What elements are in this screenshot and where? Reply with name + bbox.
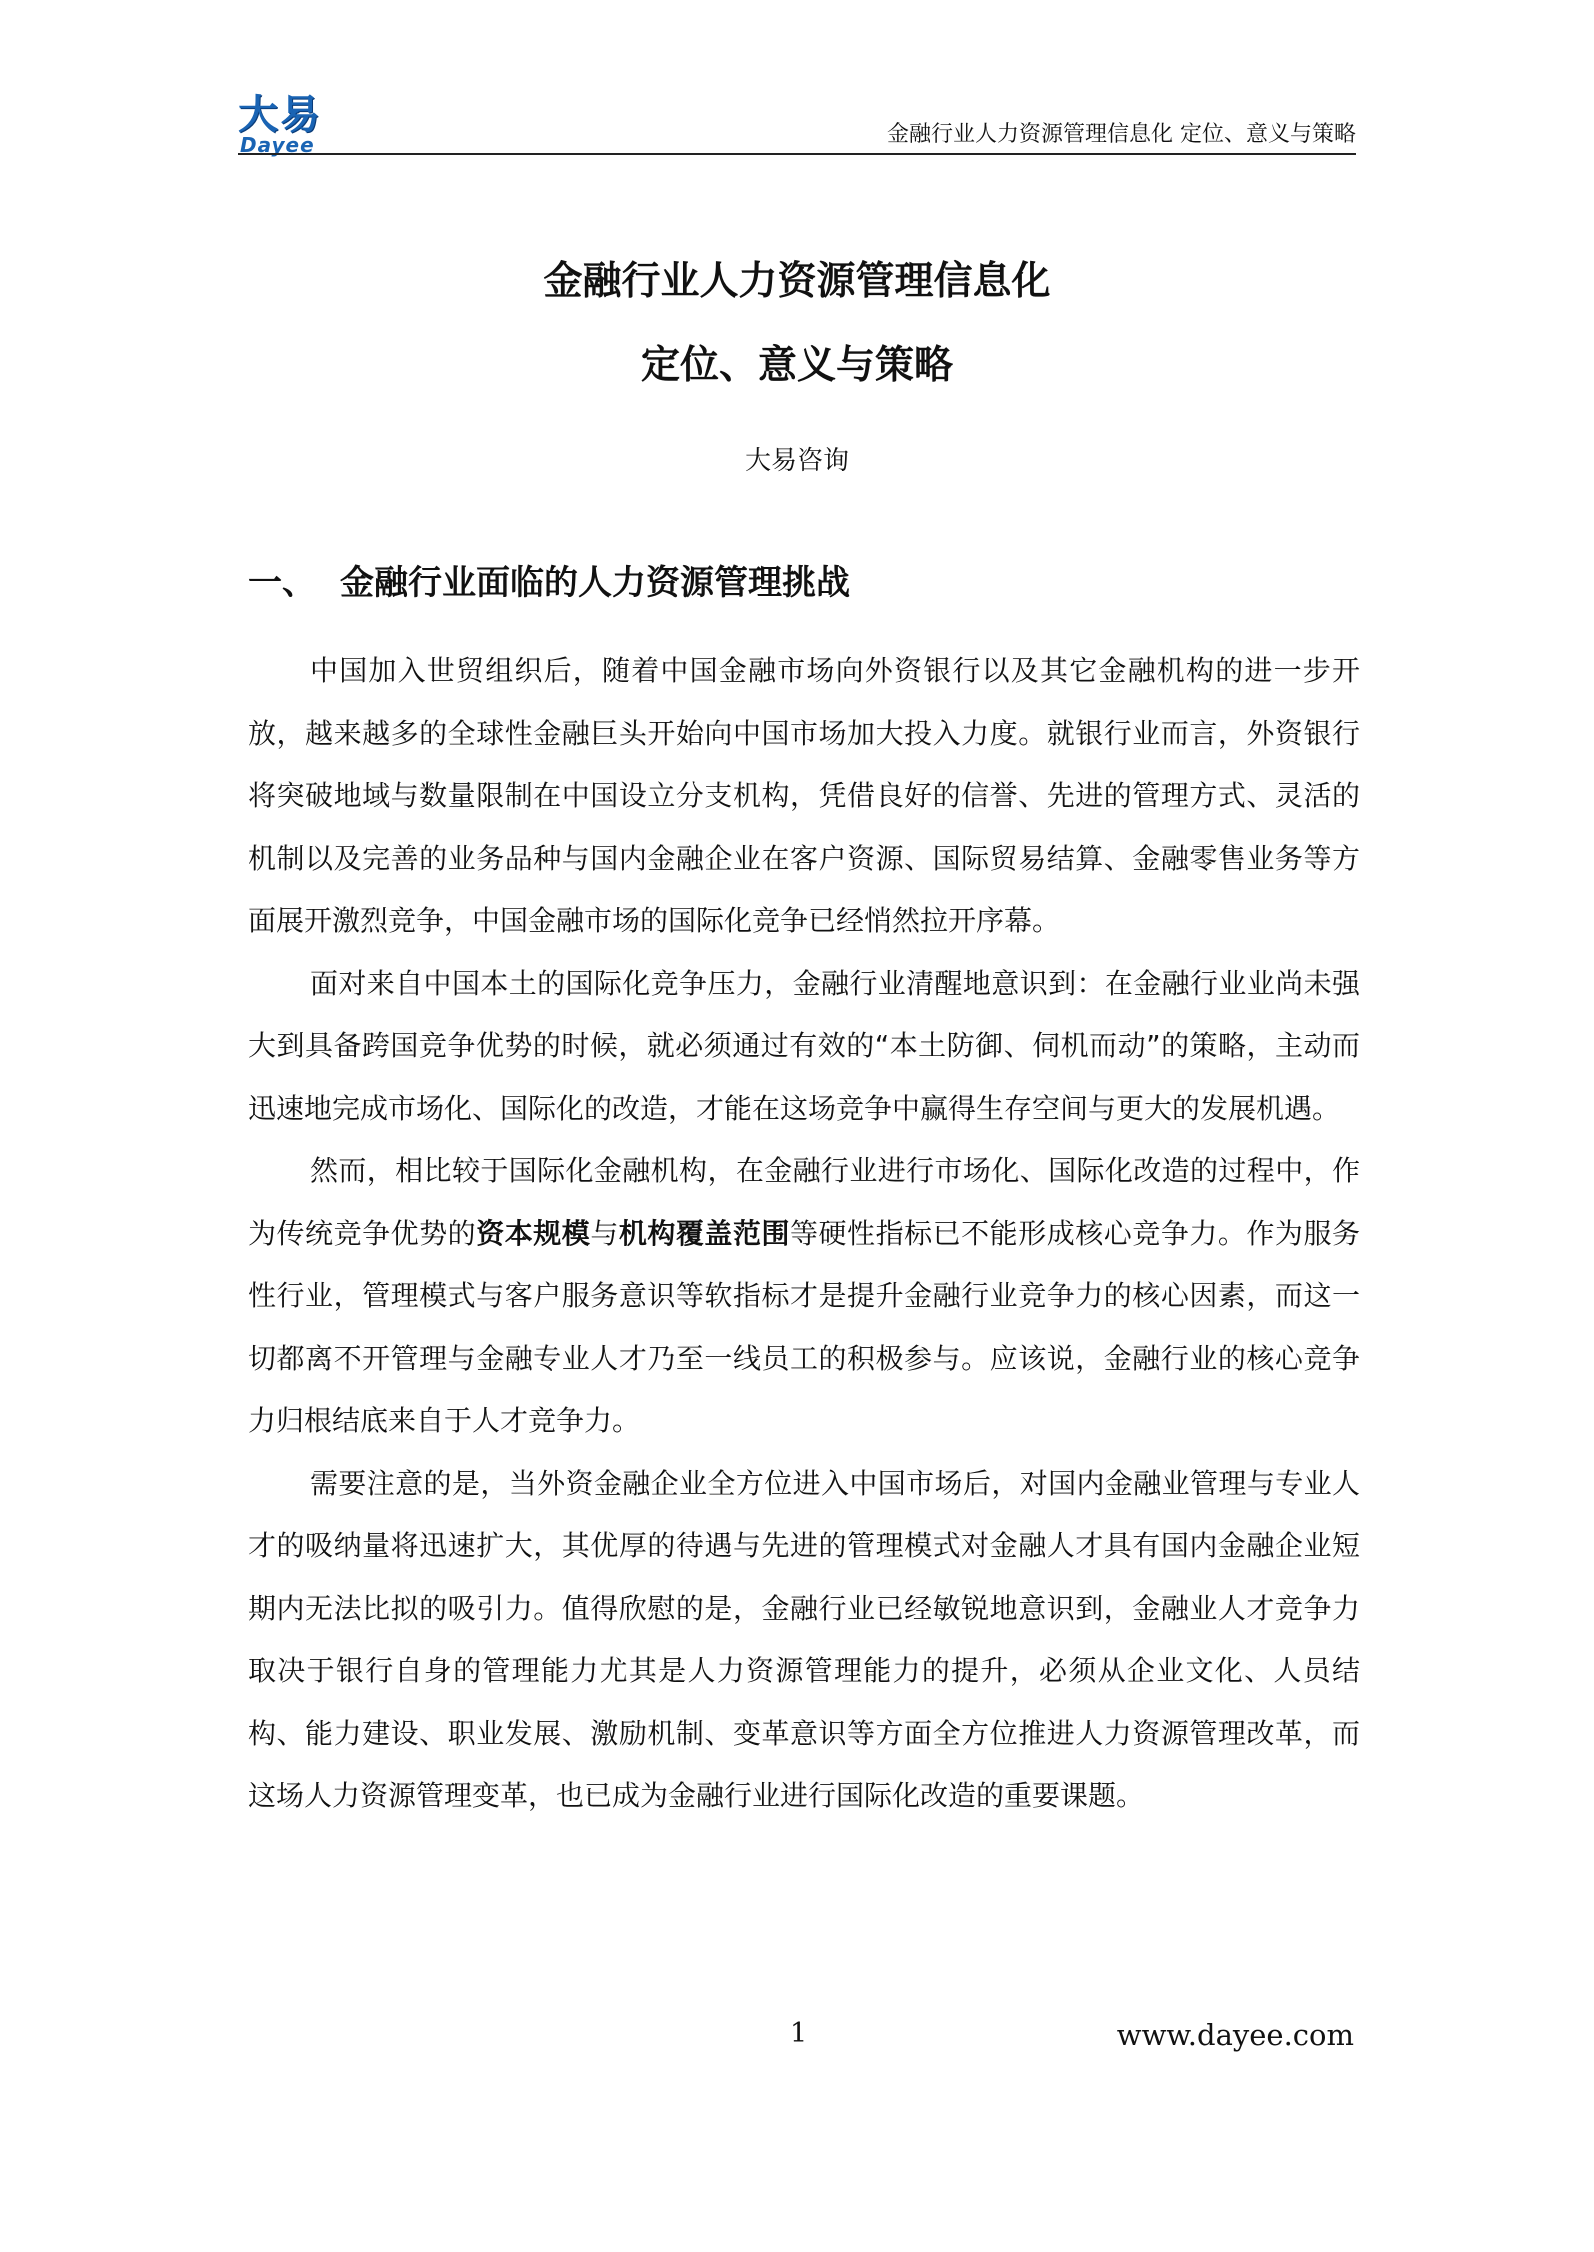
paragraph-3-part-a: 然而，相比较于国际化金融机构，在金融行业进行市场化、国际化改造的过程中，作为传统竞争优势的 <box>248 1154 1360 1250</box>
logo-english-text: Dayee <box>240 133 315 157</box>
section-number: 一、 <box>248 563 316 603</box>
section-heading-text: 金融行业面临的人力资源管理挑战 <box>340 563 850 603</box>
emphasis-capital-scale: 资本规模 <box>476 1216 591 1250</box>
document-title-line1: 金融行业人力资源管理信息化 <box>543 259 1051 304</box>
dayee-logo <box>238 92 378 157</box>
body-text <box>248 640 1360 1828</box>
emphasis-coverage-scope: 机构覆盖范围 <box>618 1216 790 1250</box>
document-author: 大易咨询 <box>744 446 849 476</box>
paragraph-4: 需要注意的是，当外资金融企业全方位进入中国市场后，对国内金融业管理与专业人才的吸纳量将迅速扩大，其优厚的待遇与先进的管理模式对金融人才具有国内金融企业短期内无法比拟的吸引力。值得欣慰的是，金融行业已经敏锐地意识到，金融业人才竞争力取决于银行自身的管理能力尤其是人力资源管理能力的提升，必须从企业文化、人员结构、能力建设、职业发展、激励机制、变革意识等方面全方位推进人力资源管理改革，而这场人力资源管理变革，也已成为金融行业进行国际化改造的重要课题。 <box>248 1466 1360 1812</box>
document-title-line2: 定位、意义与策略 <box>640 343 953 388</box>
paragraph-3-conjunction: 与 <box>590 1216 619 1250</box>
paragraph-2: 面对来自中国本土的国际化竞争压力，金融行业清醒地意识到：在金融行业业尚未强大到具备跨国竞争优势的时候，就必须通过有效的“本土防御、伺机而动”的策略，主动而迅速地完成市场化、国际化的改造，才能在这场竞争中赢得生存空间与更大的发展机遇。 <box>248 966 1360 1125</box>
paragraph-3-part-c: 等硬性指标已不能形成核心竞争力。作为服务性行业，管理模式与客户服务意识等软指标才是提升金融行业竞争力的核心因素，而这一切都离不开管理与金融专业人才乃至一线员工的积极参与。应该说，金融行业的核心竞争力归根结底来自于人才竞争力。 <box>248 1216 1360 1437</box>
paragraph-3 <box>248 1140 1360 1453</box>
paragraph-1: 中国加入世贸组织后，随着中国金融市场向外资银行以及其它金融机构的进一步开放，越来越多的全球性金融巨头开始向中国市场加大投入力度。就银行业而言，外资银行将突破地域与数量限制在中国设立分支机构，凭借良好的信誉、先进的管理方式、灵活的机制以及完善的业务品种与国内金融企业在客户资源、国际贸易结算、金融零售业务等方面展开激烈竞争，中国金融市场的国际化竞争已经悄然拉开序幕。 <box>248 654 1360 937</box>
logo-chinese-text: 大易 <box>238 92 322 138</box>
page-number: 1 <box>790 2018 808 2049</box>
footer-url: www.dayee.com <box>1116 2018 1354 2052</box>
header-rule <box>238 153 1356 155</box>
section-heading <box>248 555 850 604</box>
running-header-title: 金融行业人力资源管理信息化 定位、意义与策略 <box>887 122 1356 147</box>
